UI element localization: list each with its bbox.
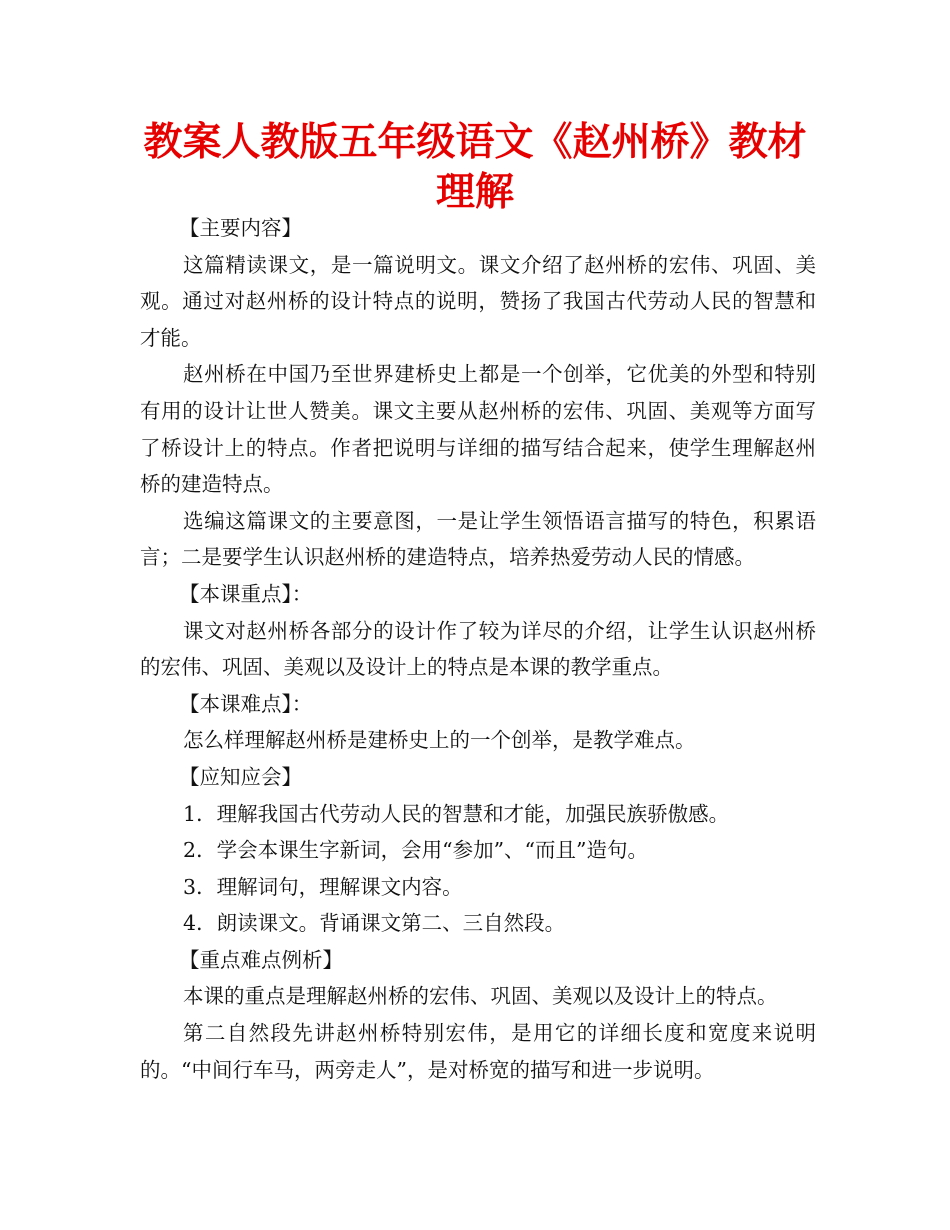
section-heading-main-content: 【主要内容】 (179, 216, 302, 240)
paragraph: 怎么样理解赵州桥是建桥史上的一个创举，是教学难点。 (183, 728, 696, 753)
paragraph: 赵州桥在中国乃至世界建桥史上都是一个创举，它优美的外型和特别有用的设计让世人赞美。课文主要从赵州桥的宏伟、巩固、美观等方面写了桥设计上的特点。作者把说明与详细的描写结合起来，使学生理解赵州桥的建造特点。 (140, 362, 816, 497)
section-heading-analysis: 【重点难点例析】 (179, 947, 343, 972)
section-heading-difficulties: 【本课难点】： (179, 691, 313, 716)
paragraph: 本课的重点是理解赵州桥的宏伟、巩固、美观以及设计上的特点。 (183, 984, 778, 1009)
paragraph: 这篇精读课文，是一篇说明文。课文介绍了赵州桥的宏伟、巩固、美观。通过对赵州桥的设计特点的说明，赞扬了我国古代劳动人民的智慧和才能。 (140, 252, 816, 350)
list-item: 1．理解我国古代劳动人民的智慧和才能，加强民族骄傲感。 (183, 801, 730, 826)
section-heading-key-points: 【本课重点】： (179, 581, 313, 606)
list-item: 4．朗读课文。背诵课文第二、三自然段。 (183, 911, 566, 936)
document-body (140, 210, 816, 1088)
paragraph: 第二自然段先讲赵州桥特别宏伟，是用它的详细长度和宽度来说明的。“中间行车马，两旁走人”，是对桥宽的描写和进一步说明。 (140, 1021, 816, 1082)
list-item: 3．理解词句，理解课文内容。 (183, 874, 463, 899)
paragraph: 选编这篇课文的主要意图，一是让学生领悟语言描写的特色，积累语言；二是要学生认识赵州桥的建造特点，培养热爱劳动人民的情感。 (140, 508, 816, 570)
document-title: 教案人教版五年级语文《赵州桥》教材理解 (143, 120, 807, 215)
paragraph: 课文对赵州桥各部分的设计作了较为详尽的介绍，让学生认识赵州桥的宏伟、巩固、美观以及设计上的特点是本课的教学重点。 (140, 618, 816, 680)
list-item: 2．学会本课生字新词，会用“参加”、“而且”造句。 (183, 838, 649, 863)
section-heading-should-know: 【应知应会】 (179, 764, 302, 789)
